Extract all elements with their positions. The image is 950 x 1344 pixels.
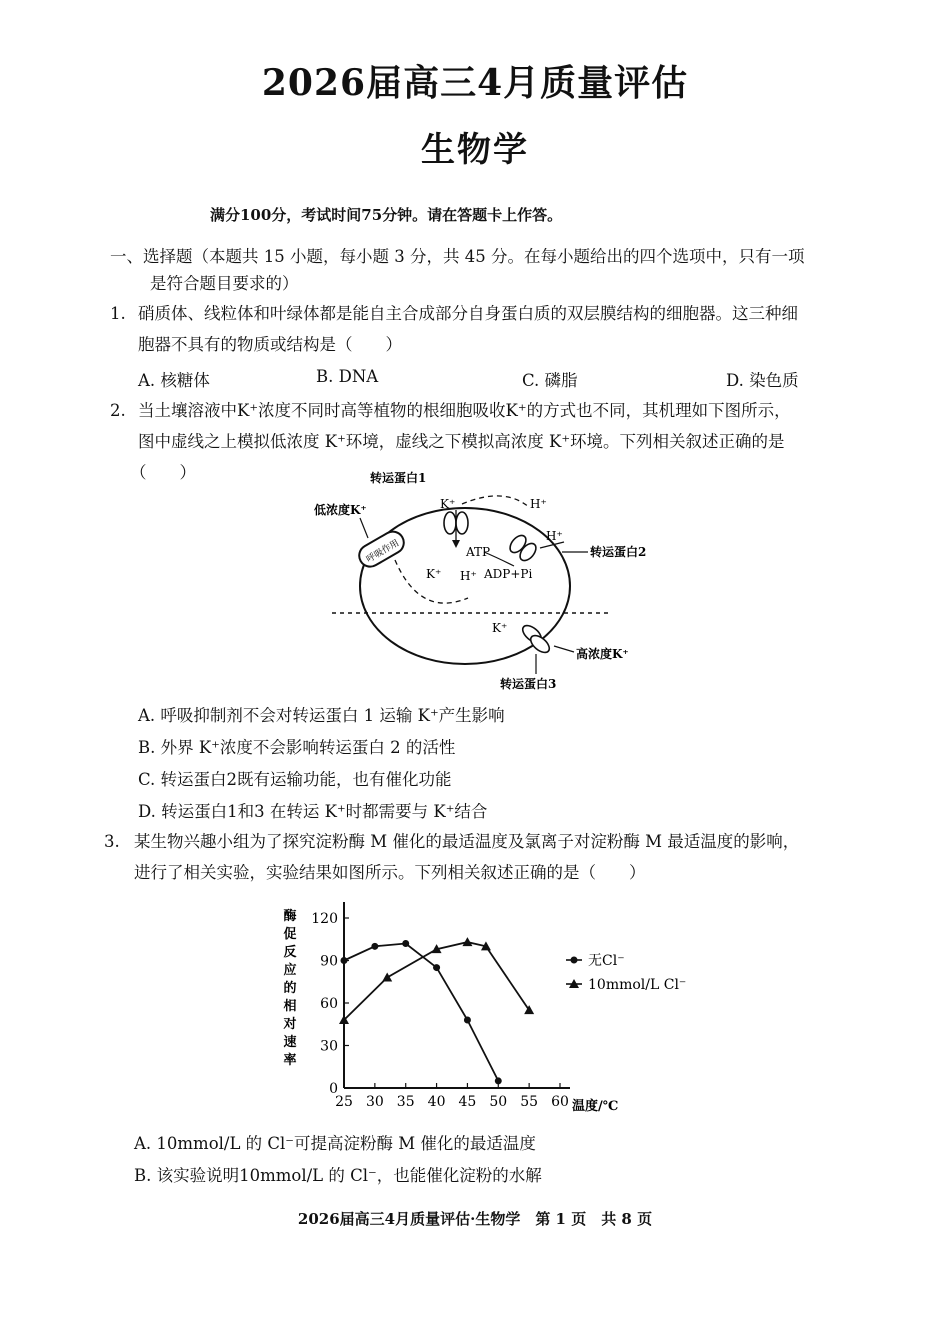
q1-number: 1.	[110, 304, 126, 323]
y-tick-label: 120	[311, 911, 338, 927]
transporter1-arrowhead	[452, 540, 460, 548]
exam-note: 满分100分，考试时间75分钟。请在答题卡上作答。	[210, 206, 563, 224]
y-axis-label-char: 酶	[283, 909, 297, 924]
q2-option-b: B. 外界 K⁺浓度不会影响转运蛋白 2 的活性	[138, 738, 456, 757]
y-axis-label-char: 应	[283, 963, 297, 978]
q3-option-b: B. 该实验说明10mmol/L 的 Cl⁻，也能催化淀粉的水解	[134, 1166, 542, 1185]
label-k-inside: K⁺	[426, 567, 442, 581]
section-heading-line1: 一、选择题（本题共 15 小题，每小题 3 分，共 45 分。在每小题给出的四个选项中，只有一项	[110, 247, 805, 266]
label-transporter2: 转运蛋白2	[590, 545, 647, 559]
label-high-k: 高浓度K⁺	[576, 647, 629, 661]
q2-option-c: C. 转运蛋白2既有运输功能，也有催化功能	[138, 770, 452, 789]
legend-label-1: 无Cl⁻	[588, 953, 625, 969]
k-transport-diagram	[300, 468, 660, 696]
subject-title: 生物学	[421, 130, 529, 170]
q3-number: 3.	[104, 832, 120, 851]
y-axis-label-char: 相	[283, 999, 297, 1014]
series-point-1	[464, 1017, 471, 1024]
series-point-2	[382, 973, 392, 982]
label-h-top: H⁺	[530, 497, 547, 511]
x-tick-label: 50	[489, 1094, 508, 1110]
series-point-1	[371, 943, 378, 950]
label-h-inside: H⁺	[460, 569, 477, 583]
series-line-2	[344, 942, 529, 1020]
y-axis-label-char: 速	[283, 1035, 297, 1050]
h-return-path	[462, 496, 530, 508]
q2-stem-line3: （ ）	[130, 463, 196, 482]
q2-option-a: A. 呼吸抑制剂不会对转运蛋白 1 运输 K⁺产生影响	[138, 706, 505, 725]
y-axis-label-char: 反	[283, 945, 297, 960]
x-tick-label: 40	[427, 1094, 446, 1110]
y-tick-label: 90	[320, 953, 338, 970]
legend-marker-1	[571, 957, 578, 964]
series-line-1	[344, 944, 498, 1081]
label-adp: ADP+Pi	[484, 567, 533, 581]
label-transporter3: 转运蛋白3	[500, 677, 557, 691]
q2-stem-line2: 图中虚线之上模拟低浓度 K⁺环境，虚线之下模拟高浓度 K⁺环境。下列相关叙述正确的是	[138, 432, 785, 451]
document-title: 2026届高三4月质量评估	[261, 62, 689, 104]
x-axis-label: 温度/℃	[572, 1099, 619, 1114]
y-tick-label: 0	[329, 1081, 338, 1097]
x-tick-label: 45	[458, 1094, 477, 1110]
y-tick-label: 30	[320, 1038, 338, 1055]
series-point-2	[462, 937, 472, 946]
x-tick-label: 35	[396, 1094, 415, 1110]
x-tick-label: 55	[520, 1094, 539, 1110]
y-axis-label-char: 促	[283, 927, 297, 942]
label-k-bottom: K⁺	[492, 621, 508, 635]
y-axis-label-char: 率	[283, 1053, 297, 1068]
label-h-right: H⁺	[546, 529, 563, 543]
q1-stem-line2: 胞器不具有的物质或结构是（ ）	[138, 335, 402, 354]
series-point-1	[402, 940, 409, 947]
label-low-k: 低浓度K⁺	[314, 503, 367, 517]
y-tick-label: 60	[320, 996, 338, 1012]
label-atp: ATP	[466, 545, 491, 559]
q3-option-a: A. 10mmol/L 的 Cl⁻可提高淀粉酶 M 催化的最适温度	[134, 1134, 536, 1153]
q3-stem-line1: 某生物兴趣小组为了探究淀粉酶 M 催化的最适温度及氯离子对淀粉酶 M 最适温度的影响，	[134, 832, 800, 851]
series-point-1	[341, 957, 348, 964]
x-tick-label: 25	[335, 1094, 353, 1110]
legend-label-2: 10mmol/L Cl⁻	[588, 977, 687, 993]
label-transporter1: 转运蛋白1	[370, 471, 427, 485]
q1-stem-line1: 硝质体、线粒体和叶绿体都是能自主合成部分自身蛋白质的双层膜结构的细胞器。这三种细	[138, 304, 798, 323]
high-k-leader	[554, 646, 574, 652]
q1-option-a: A. 核糖体	[138, 371, 210, 390]
q2-stem-line1: 当土壤溶液中K⁺浓度不同时高等植物的根细胞吸收K⁺的方式也不同，其机理如下图所示，	[138, 401, 791, 420]
y-axis-label-char: 对	[283, 1017, 297, 1032]
x-tick-label: 60	[551, 1094, 569, 1110]
q1-option-c: C. 磷脂	[522, 371, 578, 390]
q2-option-d: D. 转运蛋白1和3 在转运 K⁺时都需要与 K⁺结合	[138, 802, 488, 821]
q1-option-d: D. 染色质	[726, 371, 799, 390]
x-tick-label: 30	[365, 1094, 384, 1110]
series-point-1	[495, 1077, 502, 1084]
enzyme-rate-chart	[270, 890, 700, 1120]
page-footer: 2026届高三4月质量评估·生物学 第 1 页 共 8 页	[297, 1210, 653, 1228]
q3-stem-line2: 进行了相关实验，实验结果如图所示。下列相关叙述正确的是（ ）	[134, 863, 646, 882]
section-heading-line2: 是符合题目要求的）	[150, 274, 299, 293]
y-axis-label-char: 的	[283, 981, 297, 996]
respiration-label: 呼吸作用	[364, 538, 402, 566]
label-k-top: K⁺	[440, 497, 456, 511]
q2-number: 2.	[110, 401, 126, 420]
series-point-1	[433, 964, 440, 971]
low-k-leader	[360, 518, 368, 538]
q1-option-b: B. DNA	[316, 367, 379, 386]
transporter2-icon	[507, 532, 539, 563]
